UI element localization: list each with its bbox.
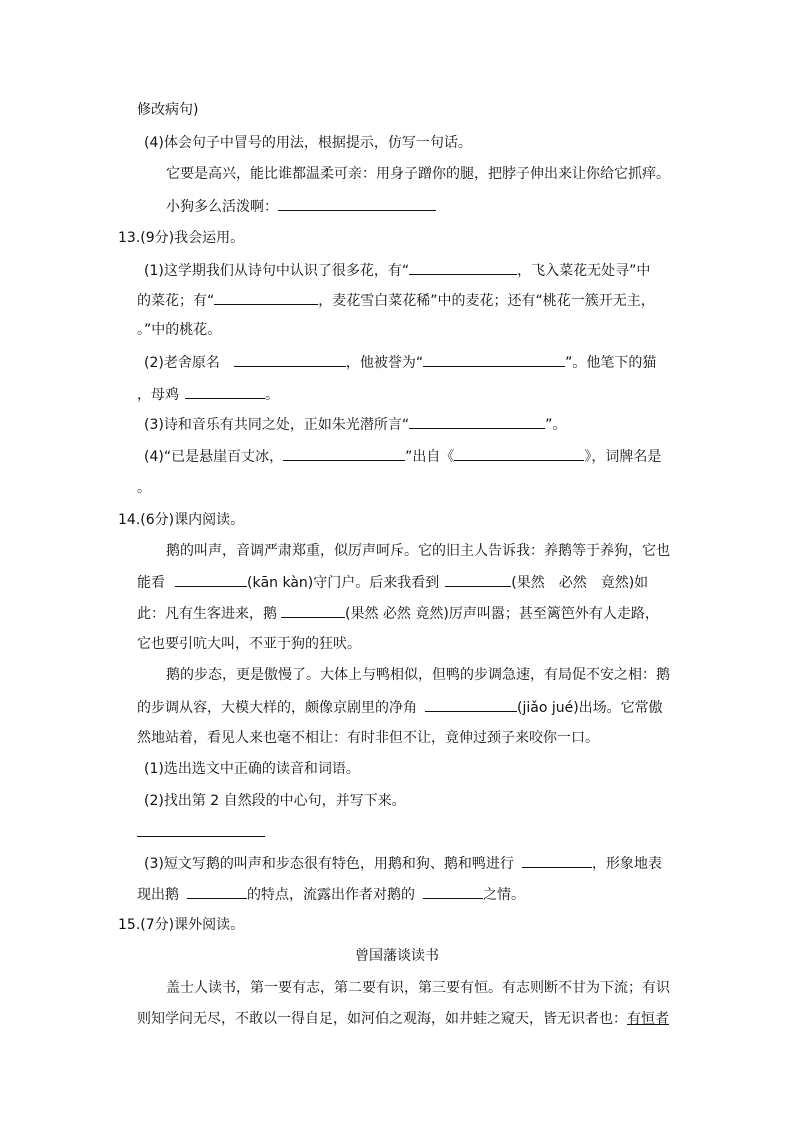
q14-title — [118, 510, 244, 530]
q13-p4d: 。 — [137, 480, 151, 496]
q12-tail — [137, 100, 198, 120]
q12-prompt — [166, 196, 436, 217]
q13-p2a: (2)老舍原名 — [144, 355, 220, 371]
q14-l2a: 能看 — [137, 575, 165, 591]
q14-q3a: (3)短文写鹅的叫声和步态很有特色，用鹅和狗、鹅和鸭进行 — [144, 856, 514, 872]
q13-p2-blank2[interactable] — [423, 352, 565, 367]
q13-part2-line1 — [144, 352, 656, 373]
q13-title — [118, 228, 244, 248]
q14-sub3-blank1[interactable] — [522, 853, 592, 868]
q15-l2b-underlined: 有恒者 — [627, 1011, 669, 1027]
q14-q2: (2)找出第 2 自然段的中心句，并写下来。 — [144, 793, 406, 809]
q14-blank-word2[interactable] — [281, 603, 345, 618]
q14-l4: 它也要引吭大叫，不亚于狗的狂吠。 — [137, 636, 361, 652]
q14-passage-line7 — [137, 728, 599, 748]
q14-l1: 鹅的叫声，音调严肃郑重，似厉声呵斥。它的旧主人告诉我：养鹅等于养狗，它也 — [166, 543, 670, 559]
q13-p2e: 。 — [265, 387, 279, 403]
q13-p4c: 》，词牌名是 — [584, 449, 662, 465]
q13-p1c: 的菜花；有“ — [137, 293, 215, 309]
q13-p3-blank[interactable] — [409, 414, 545, 429]
q13-p2c: ”。他笔下的猫 — [565, 355, 657, 371]
q14-q3d: 的特点，流露出作者对鹅的 — [247, 887, 415, 903]
q14-passage-line2 — [137, 572, 648, 593]
q13-title-text: 13.(9分)我会运用。 — [118, 230, 245, 246]
q14-l3a: 此：凡有生客进来，鹅 — [137, 606, 277, 622]
q14-q3e: 之情。 — [483, 887, 525, 903]
q14-passage-line5 — [166, 665, 670, 685]
q13-part1-line2 — [137, 290, 655, 311]
q14-q3c: 现出鹅 — [137, 887, 179, 903]
q13-part1-line3 — [137, 320, 221, 340]
q14-l7: 然地站着，看见人来也毫不相让：有时非但不让，竟伸过颈子来咬你一口。 — [137, 730, 599, 746]
q13-p3a: (3)诗和音乐有共同之处，正如朱光潜所言“ — [144, 417, 410, 433]
q13-p1a: (1)这学期我们从诗句中认识了很多花，有“ — [144, 263, 410, 279]
q14-l6b: (jiǎo jué)出场。它常傲 — [517, 700, 663, 716]
q15-heading — [0, 946, 794, 966]
q14-l2c: (果然 必然 竟然)如 — [511, 575, 649, 591]
q13-part4-line1 — [144, 446, 661, 467]
q13-p2-blank1[interactable] — [234, 352, 346, 367]
q13-p1-blank1[interactable] — [409, 260, 517, 275]
q14-passage-line3 — [137, 603, 659, 624]
q13-p4-blank1[interactable] — [283, 446, 405, 461]
q14-q3b: ，形象地表 — [591, 856, 662, 872]
q15-passage-line1 — [166, 978, 670, 998]
q13-p4-blank2[interactable] — [454, 446, 584, 461]
q13-p1d: ，麦花雪白菜花稀”中的麦花；还有“桃花一簇开无主， — [318, 293, 655, 309]
q13-p2b: ，他被誉为“ — [345, 355, 424, 371]
q15-l2a: 则知学问无尽，不敢以一得自足，如河伯之观海，如井蛙之窥天，皆无识者也： — [137, 1011, 627, 1027]
q14-sub3-blank2[interactable] — [187, 884, 247, 899]
q14-sub1 — [144, 759, 360, 779]
q13-p1-blank2[interactable] — [214, 290, 318, 305]
q14-sub2-blank[interactable] — [137, 822, 265, 837]
q13-part4-line2 — [137, 478, 151, 498]
q14-title-text: 14.(6分)课内阅读。 — [118, 512, 245, 528]
q12-part4-text: (4)体会句子中冒号的用法，根据提示，仿写一句话。 — [144, 135, 472, 151]
q14-q1: (1)选出选文中正确的读音和词语。 — [144, 761, 360, 777]
q13-part3 — [144, 414, 566, 435]
q15-title-text: 15.(7分)课外阅读。 — [118, 917, 245, 933]
q14-l3b: (果然 必然 竟然)厉声叫嚣；甚至篱笆外有人走路， — [345, 606, 659, 622]
q13-p4b: ”出自《 — [405, 449, 455, 465]
q13-p2-blank3[interactable] — [185, 384, 265, 399]
q13-part2-line2 — [137, 384, 279, 405]
q13-part1-line1 — [144, 260, 650, 281]
q14-l5: 鹅的步态，更是傲慢了。大体上与鸭相似，但鸭的步调急速，有局促不安之相：鹅 — [166, 667, 670, 683]
q14-blank-kan[interactable] — [175, 572, 247, 587]
q12-prompt-text: 小狗多么活泼啊： — [166, 199, 278, 215]
q15-l1: 盖士人读书，第一要有志，第二要有识，第三要有恒。有志则断不甘为下流；有识 — [166, 980, 670, 996]
q12-answer-blank[interactable] — [278, 196, 436, 211]
q14-sub2-answer — [137, 822, 265, 843]
q12-example-text: 它要是高兴，能比谁都温柔可亲：用身子蹭你的腿，把脖子伸出来让你给它抓痒。 — [166, 166, 670, 182]
q15-title — [118, 915, 244, 935]
q14-sub2 — [144, 791, 406, 811]
q13-p3b: ”。 — [545, 417, 567, 433]
q14-l6a: 的步调从容，大模大样的，颇像京剧里的净角 — [137, 700, 417, 716]
q12-part4 — [144, 133, 472, 153]
q14-sub3-line1 — [144, 853, 662, 874]
q14-blank-word1[interactable] — [445, 572, 511, 587]
q14-blank-jiao[interactable] — [425, 697, 517, 712]
q14-passage-line6 — [137, 697, 663, 718]
q15-passage-line2 — [137, 1009, 669, 1029]
q14-l2b: (kān kàn)守门户。后来我看到 — [247, 575, 440, 591]
q14-passage-line4 — [137, 634, 361, 654]
q14-sub3-blank3[interactable] — [423, 884, 483, 899]
q13-p2d: ，母鸡 — [137, 387, 179, 403]
q12-example — [166, 164, 670, 184]
q15-heading-text: 曾国藩谈读书 — [355, 948, 439, 964]
q14-sub3-line2 — [137, 884, 525, 905]
q13-p4a: (4)“已是悬崖百丈冰， — [144, 449, 284, 465]
q14-passage-line1 — [166, 541, 670, 561]
q13-p1b: ，飞入菜花无处寻”中 — [517, 263, 651, 279]
q12-tail-text: 修改病句) — [137, 102, 199, 118]
q13-p1e: 。”中的桃花。 — [137, 322, 222, 338]
